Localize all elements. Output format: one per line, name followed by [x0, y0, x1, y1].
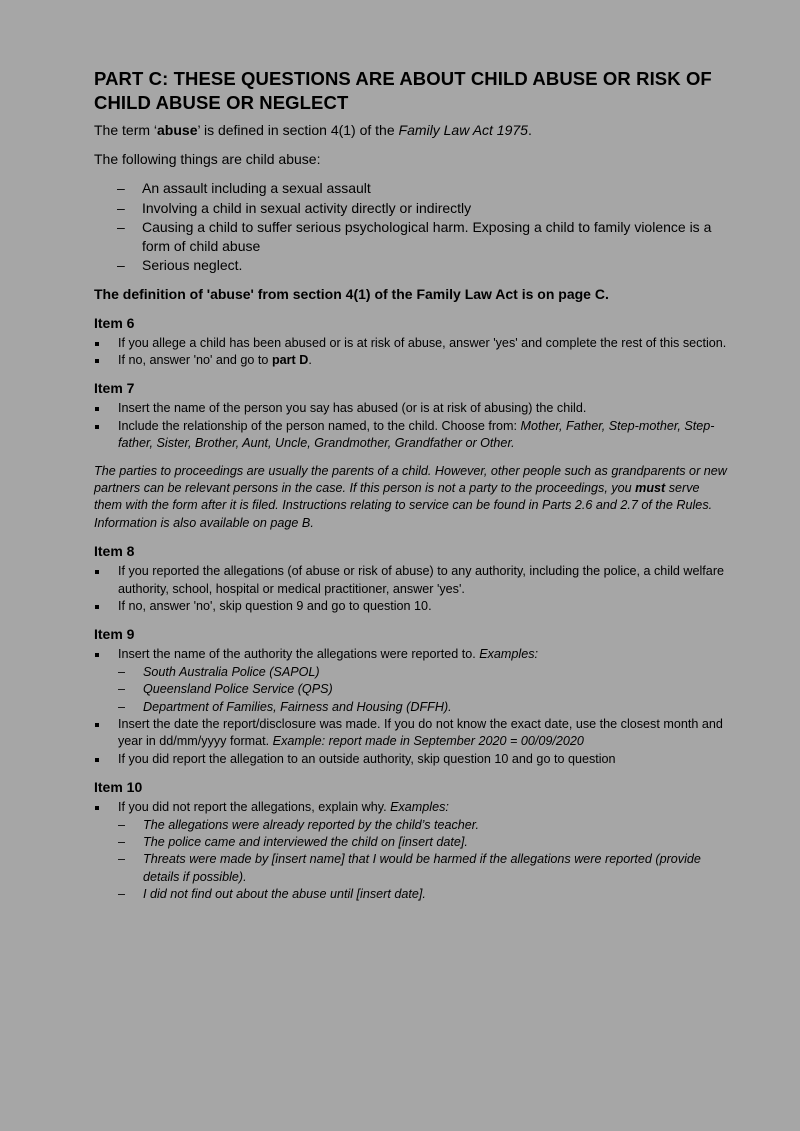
part-d-ref: part D [271, 352, 309, 367]
list-item: Insert the name of the authority the allegations were reported to. Examples: – South Australia Police (SAPOL) – Queensland Police Service (QPS) – Department of Families, Fairness and Housing (DFFH). [118, 646, 727, 716]
item9-list [94, 646, 727, 768]
item7-note: The parties to proceedings are usually the parents of a child. However, other people such as grandparents or new partners can be relevant persons in the case. If this person is not a party to the proceedings, you must serve them with the form after it is filed. Instructions relating to service can be found in Parts 2.6 and 2.7 of the Rules. Information is also available on page B. [94, 463, 727, 530]
list-item: Insert the date the report/disclosure was made. If you do not know the exact date, use the closest month and year in dd/mm/yyyy format. Example: report made in September 2020 = 00/09/2020 [118, 716, 727, 751]
item9-examples [118, 664, 727, 716]
example-item: – Threats were made by [insert name] that I would be harmed if the allegations were reported (provide details if possible). [143, 851, 727, 886]
list-item: Include the relationship of the person named, to the child. Choose from: Mother, Father, Step-mother, Step-father, Sister, Brother, Aunt, Uncle, Grandmother, Grandfather or Other. [118, 418, 727, 453]
intro-text-3: ’ is defined in section 4(1) of the [197, 122, 399, 138]
definition-note: The definition of 'abuse' from section 4(1) of the Family Law Act is on page C. [94, 285, 609, 302]
intro-act-name: Family Law Act 1975 [398, 122, 528, 138]
must-emphasis: must [635, 480, 666, 495]
example-item: – The allegations were already reported by the child’s teacher. [143, 817, 727, 834]
list-item: If no, answer 'no', skip question 9 and go to question 10. [118, 598, 727, 615]
list-item: – An assault including a sexual assault [142, 179, 727, 198]
page-title: PART C: THESE QUESTIONS ARE ABOUT CHILD ABUSE OR RISK OF CHILD ABUSE OR NEGLECT [94, 68, 712, 113]
list-item: If you reported the allegations (of abuse or risk of abuse) to any authority, including the police, a child welfare authority, school, hospital or medical practitioner, answer 'yes'. [118, 563, 727, 598]
list-item: Insert the name of the person you say has abused (or is at risk of abusing) the child. [118, 400, 727, 417]
example-item: – Department of Families, Fairness and Housing (DFFH). [143, 699, 727, 716]
list-item: – Involving a child in sexual activity directly or indirectly [142, 199, 727, 218]
item10-examples [118, 817, 727, 904]
item6-list [94, 335, 727, 370]
relationship-options: Mother, Father, Step-mother, Step-father, Sister, Brother, Aunt, Uncle, Grandmother, Grandfather or Other. [118, 418, 715, 451]
item8-list [94, 563, 727, 615]
item8-heading: Item 8 [94, 543, 135, 560]
item10-heading: Item 10 [94, 779, 143, 796]
list-item: If you allege a child has been abused or is at risk of abuse, answer 'yes' and complete the rest of this section. [118, 335, 727, 352]
example-item: – I did not find out about the abuse until [insert date]. [143, 886, 727, 903]
list-item: If you did report the allegation to an outside authority, skip question 10 and go to question [118, 751, 727, 768]
item10-list [94, 799, 727, 903]
example-item: – Queensland Police Service (QPS) [143, 681, 727, 698]
intro-paragraph [94, 121, 727, 140]
intro-text-5: . [527, 122, 532, 138]
item9-heading: Item 9 [94, 626, 135, 643]
item6-heading: Item 6 [94, 314, 135, 331]
intro-text-1: The term ‘ [94, 122, 158, 138]
item7-heading: Item 7 [94, 380, 135, 397]
list-item: If you did not report the allegations, explain why. Examples: – The allegations were already reported by the child’s teacher. – The police came and interviewed the child on [insert date]. – Threats were made by [insert name] that I would be harmed if the allegations were reported (provide details if possible). – I did not find out about the abuse until [insert date]. [118, 799, 727, 903]
following-paragraph: The following things are child abuse: [94, 151, 321, 167]
example-item: – South Australia Police (SAPOL) [143, 664, 727, 681]
list-item: – Causing a child to suffer serious psychological harm. Exposing a child to family violence is a form of child abuse [142, 218, 727, 255]
intro-abuse-term: abuse [157, 122, 198, 138]
abuse-list [94, 179, 727, 275]
item7-list [94, 400, 727, 452]
document-page [1, 1, 799, 1129]
example-item: – The police came and interviewed the child on [insert date]. [143, 834, 727, 851]
list-item: If no, answer 'no' and go to part D. [118, 352, 727, 369]
list-item: – Serious neglect. [142, 256, 727, 275]
